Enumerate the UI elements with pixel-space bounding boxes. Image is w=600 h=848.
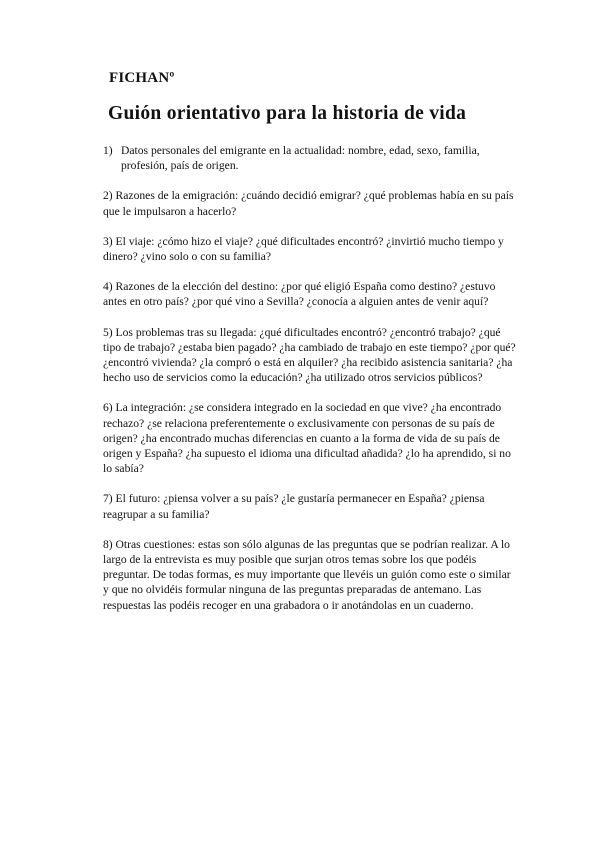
list-item-2: 2) Razones de la emigración: ¿cuándo decidió emigrar? ¿qué problemas había en su país que le impulsaron a hacerlo? (103, 189, 514, 218)
list-item-text: Datos personales del emigrante en la actualidad: nombre, edad, sexo, familia, profesión, país de origen. (121, 144, 480, 173)
page-title: Guión orientativo para la historia de vida (108, 103, 467, 124)
list-item-7: 7) El futuro: ¿piensa volver a su país? ¿le gustaría permanecer en España? ¿piensa reagrupar a su familia? (103, 492, 485, 521)
list-item-6: 6) La integración: ¿se considera integrado en la sociedad en que vive? ¿ha encontrado rechazo? ¿se relaciona preferentemente o exclusivamente con personas de su país de origen? ¿ha encontrado muchas diferencias en cuanto a la forma de vida de su país de origen y España? ¿ha supuesto el idioma una dificultad añadida? ¿lo ha aprendido, si no lo sabía? (103, 401, 511, 476)
list-item-3: 3) El viaje: ¿cómo hizo el viaje? ¿qué dificultades encontró? ¿invirtió mucho tiempo y dinero? ¿vino solo o con su familia? (103, 234, 504, 264)
list-item-4: 4) Razones de la elección del destino: ¿por qué eligió España como destino? ¿estuvo antes en otro país? ¿por qué vino a Sevilla? ¿conocía a alguien antes de venir aquí? (103, 280, 496, 309)
ficha-label: FICHANº (109, 70, 175, 86)
list-item-1 (103, 143, 516, 173)
list-item-5: 5) Los problemas tras su llegada: ¿qué dificultades encontró? ¿encontró trabajo? ¿qué tipo de trabajo? ¿estaba bien pagado? ¿ha cambiado de trabajo en este tiempo? ¿por qué? ¿encontró vivienda? ¿la compró o está en alquiler? ¿ha recibido asistencia sanitaria? ¿ha hecho uso de servicios como la educación? ¿ha utilizado otros servicios públicos? (103, 325, 516, 385)
list-item-number: 1) (103, 144, 113, 157)
list-item-8: 8) Otras cuestiones: estas son sólo algunas de las preguntas que se podrían realizar. A lo largo de la entrevista es muy posible que surjan otros temas sobre los que podéis preguntar. De todas formas, es muy importante que llevéis un guión como este o similar y que no olvidéis formular ninguna de las preguntas preparadas de antemano. Las respuestas las podéis recoger en una grabadora o ir anotándolas en un cuaderno. (103, 537, 511, 612)
question-list (103, 143, 516, 628)
